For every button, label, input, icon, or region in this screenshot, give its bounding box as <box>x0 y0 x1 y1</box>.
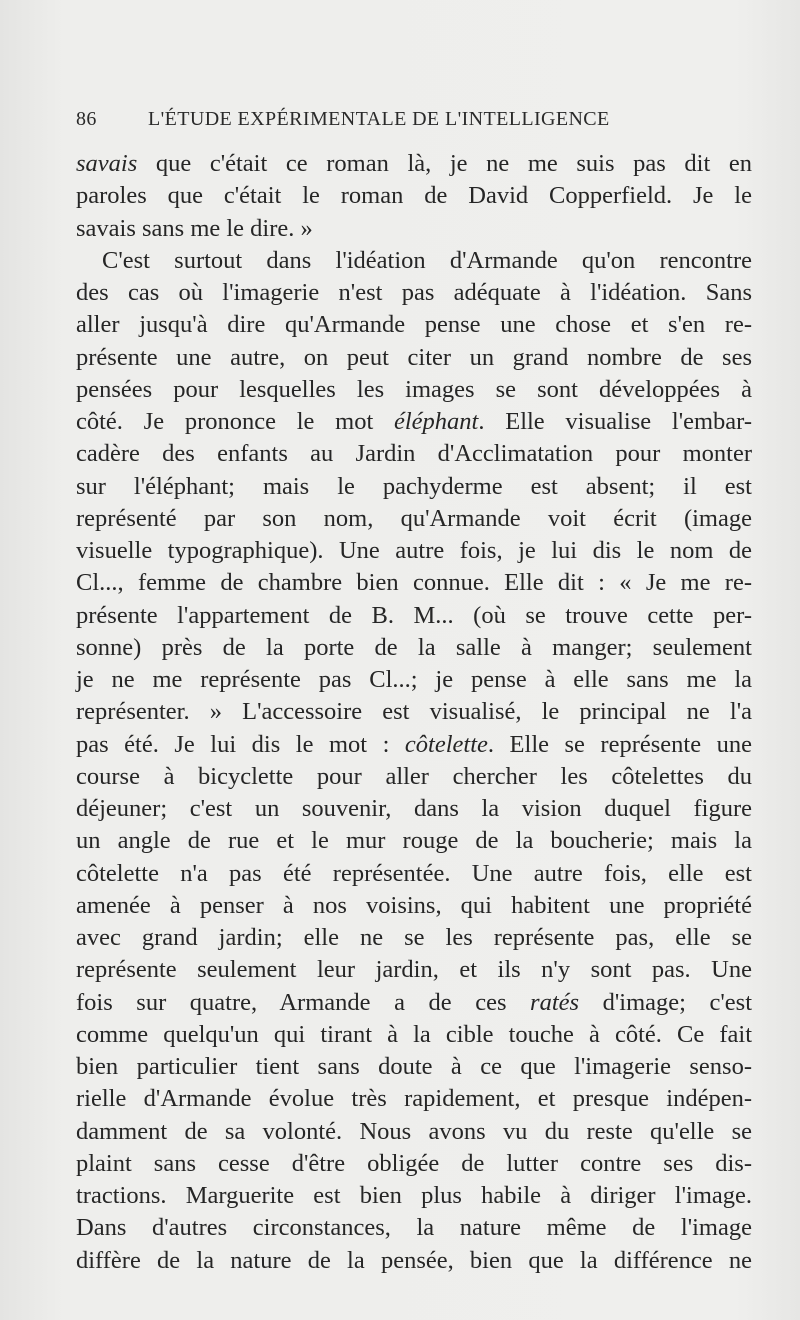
text-line: bien particulier tient sans doute à ce que l'imagerie senso- <box>76 1053 752 1080</box>
text-line: sur l'éléphant; mais le pachyderme est absent; il est <box>76 472 752 500</box>
text-line: pensées pour lesquelles les images se sont développées à <box>76 375 752 403</box>
text-line: savais que c'était ce roman là, je ne me suis pas dit en <box>76 150 752 177</box>
text-line: course à bicyclette pour aller chercher les côtelettes du <box>76 762 752 790</box>
text-line: tractions. Marguerite est bien plus habile à diriger l'image. <box>76 1182 752 1209</box>
text-line: diffère de la nature de la pensée, bien que la différence ne <box>76 1246 752 1274</box>
text-line: aller jusqu'à dire qu'Armande pense une chose et s'en re- <box>76 311 752 339</box>
text-line: représente seulement leur jardin, et ils n'y sont pas. Une <box>76 956 752 984</box>
text-line: un angle de rue et le mur rouge de la boucherie; mais la <box>76 827 752 855</box>
text-line: je ne me représente pas Cl...; je pense à elle sans me la <box>76 666 752 693</box>
text-line: Dans d'autres circonstances, la nature même de l'image <box>76 1214 752 1242</box>
text-line: avec grand jardin; elle ne se les représente pas, elle se <box>76 924 752 951</box>
body-text <box>76 148 752 1277</box>
page-number: 86 <box>76 108 97 130</box>
text-line: visuelle typographique). Une autre fois, je lui dis le nom de <box>76 537 752 564</box>
text-line: amenée à penser à nos voisins, qui habitent une propriété <box>76 891 752 919</box>
text-line: savais sans me le dire. » <box>76 214 313 242</box>
text-line: côtelette n'a pas été représentée. Une autre fois, elle est <box>76 859 752 887</box>
text-line: Cl..., femme de chambre bien connue. Elle dit : « Je me re- <box>76 569 752 597</box>
text-line: plaint sans cesse d'être obligée de lutter contre ses dis- <box>76 1149 752 1177</box>
text-line: rielle d'Armande évolue très rapidement, et presque indépen- <box>76 1085 752 1113</box>
text-line: fois sur quatre, Armande a de ces ratés d'image; c'est <box>76 988 753 1016</box>
text-line: présente une autre, on peut citer un grand nombre de ses <box>76 343 752 371</box>
text-line: cadère des enfants au Jardin d'Acclimatation pour monter <box>76 440 752 468</box>
text-line: sonne) près de la porte de la salle à manger; seulement <box>76 633 752 661</box>
page-header <box>76 108 752 138</box>
text-line: pas été. Je lui dis le mot : côtelette. Elle se représente une <box>76 730 752 758</box>
text-line: comme quelqu'un qui tirant à la cible touche à côté. Ce fait <box>76 1020 752 1048</box>
text-line: C'est surtout dans l'idéation d'Armande qu'on rencontre <box>102 246 752 274</box>
running-head: L'ÉTUDE EXPÉRIMENTALE DE L'INTELLIGENCE <box>148 108 610 130</box>
text-line: présente l'appartement de B. M... (où se trouve cette per- <box>76 601 752 629</box>
text-line: représenter. » L'accessoire est visualisé, le principal ne l'a <box>76 698 752 726</box>
text-line: des cas où l'imagerie n'est pas adéquate à l'idéation. Sans <box>76 279 752 306</box>
text-line: côté. Je prononce le mot éléphant. Elle visualise l'embar- <box>76 408 752 435</box>
text-line: représenté par son nom, qu'Armande voit écrit (image <box>76 504 752 532</box>
text-line: damment de sa volonté. Nous avons vu du reste qu'elle se <box>76 1117 752 1145</box>
text-line: paroles que c'était le roman de David Copperfield. Je le <box>76 182 752 210</box>
text-line: déjeuner; c'est un souvenir, dans la vision duquel figure <box>76 795 752 822</box>
